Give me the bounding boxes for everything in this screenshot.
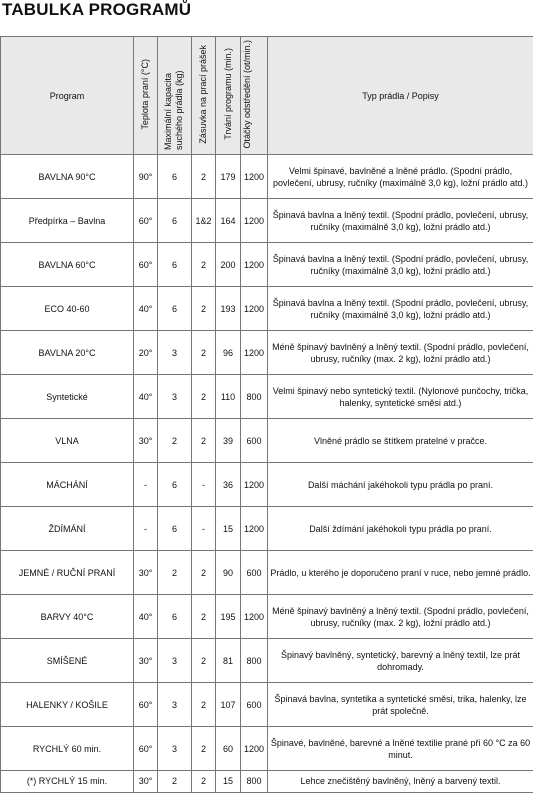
- cell-spin: 1200: [241, 463, 268, 507]
- cell-temp: 30°: [134, 419, 158, 463]
- cell-spin: 1200: [241, 595, 268, 639]
- table-row: [1, 155, 533, 199]
- cell-temp: 60°: [134, 727, 158, 771]
- cell-temp: -: [134, 507, 158, 551]
- cell-drawer: 2: [192, 375, 216, 419]
- page-title: TABULKA PROGRAMŮ: [2, 0, 192, 19]
- cell-description: Méně špinavý bavlněný a lněný textil. (Spodní prádlo, povlečení, ubrusy, ručníky (max. 2 kg), ložní prádlo atd.): [268, 595, 533, 639]
- cell-program: BAVLNA 60°C: [1, 243, 134, 287]
- cell-temp: 90°: [134, 155, 158, 199]
- cell-capacity: 6: [158, 507, 192, 551]
- cell-drawer: 2: [192, 155, 216, 199]
- cell-spin: 1200: [241, 331, 268, 375]
- cell-duration: 96: [216, 331, 241, 375]
- header-duration: Trvání programu (min.): [216, 37, 241, 155]
- cell-spin: 1200: [241, 155, 268, 199]
- cell-capacity: 6: [158, 155, 192, 199]
- cell-temp: 40°: [134, 595, 158, 639]
- table-row: [1, 463, 533, 507]
- cell-temp: 40°: [134, 287, 158, 331]
- cell-temp: 20°: [134, 331, 158, 375]
- cell-duration: 39: [216, 419, 241, 463]
- cell-duration: 107: [216, 683, 241, 727]
- cell-capacity: 6: [158, 199, 192, 243]
- cell-description: Špinavá bavlna a lněný textil. (Spodní prádlo, povlečení, ubrusy, ručníky (maximálně 3,0 kg), ložní prádlo atd.): [268, 243, 533, 287]
- table-row: [1, 419, 533, 463]
- cell-duration: 90: [216, 551, 241, 595]
- cell-capacity: 3: [158, 639, 192, 683]
- table-row: [1, 507, 533, 551]
- cell-program: SMÍŠENÉ: [1, 639, 134, 683]
- cell-capacity: 3: [158, 375, 192, 419]
- cell-duration: 193: [216, 287, 241, 331]
- cell-capacity: 2: [158, 771, 192, 793]
- program-table: [0, 36, 533, 793]
- header-temp: Teplota praní (°C): [134, 37, 158, 155]
- cell-description: Špinavá bavlna a lněný textil. (Spodní prádlo, povlečení, ubrusy, ručníky (maximálně 3,0 kg), ložní prádlo atd.): [268, 199, 533, 243]
- table-row: [1, 595, 533, 639]
- cell-drawer: 2: [192, 243, 216, 287]
- cell-drawer: 2: [192, 771, 216, 793]
- table-row: [1, 771, 533, 793]
- cell-drawer: 2: [192, 287, 216, 331]
- cell-duration: 15: [216, 771, 241, 793]
- cell-program: BARVY 40°C: [1, 595, 134, 639]
- cell-duration: 81: [216, 639, 241, 683]
- cell-capacity: 3: [158, 683, 192, 727]
- cell-temp: 30°: [134, 639, 158, 683]
- cell-duration: 15: [216, 507, 241, 551]
- cell-description: Špinavé, bavlněné, barevné a lněné textilie prané při 60 °C za 60 minut.: [268, 727, 533, 771]
- cell-temp: 30°: [134, 551, 158, 595]
- cell-capacity: 6: [158, 595, 192, 639]
- cell-program: ECO 40-60: [1, 287, 134, 331]
- cell-duration: 60: [216, 727, 241, 771]
- header-drawer: Zásuvka na prací prášek: [192, 37, 216, 155]
- cell-spin: 800: [241, 375, 268, 419]
- cell-description: Špinavá bavlna a lněný textil. (Spodní prádlo, povlečení, ubrusy, ručníky (maximálně 3,0 kg), ložní prádlo atd.): [268, 287, 533, 331]
- cell-description: Velmi špinavé, bavlněné a lněné prádlo. (Spodní prádlo, povlečení, ubrusy, ručníky (maximálně 3,0 kg), ložní prádlo atd.): [268, 155, 533, 199]
- cell-program: BAVLNA 20°C: [1, 331, 134, 375]
- cell-spin: 1200: [241, 287, 268, 331]
- cell-drawer: 2: [192, 331, 216, 375]
- cell-duration: 110: [216, 375, 241, 419]
- table-row: [1, 551, 533, 595]
- cell-description: Méně špinavý bavlněný a lněný textil. (Spodní prádlo, povlečení, ubrusy, ručníky (max. 2 kg), ložní prádlo atd.): [268, 331, 533, 375]
- table-row: [1, 243, 533, 287]
- cell-temp: 60°: [134, 199, 158, 243]
- cell-temp: 60°: [134, 683, 158, 727]
- cell-duration: 200: [216, 243, 241, 287]
- cell-description: Lehce znečištěný bavlněný, lněný a barvený textil.: [268, 771, 533, 793]
- header-desc: Typ prádla / Popisy: [268, 37, 533, 155]
- cell-program: BAVLNA 90°C: [1, 155, 134, 199]
- cell-capacity: 2: [158, 551, 192, 595]
- cell-program: Předpírka – Bavlna: [1, 199, 134, 243]
- cell-temp: 40°: [134, 375, 158, 419]
- cell-capacity: 2: [158, 419, 192, 463]
- header-row: [1, 37, 533, 155]
- cell-drawer: 2: [192, 639, 216, 683]
- cell-program: Syntetické: [1, 375, 134, 419]
- cell-drawer: 2: [192, 551, 216, 595]
- cell-capacity: 3: [158, 331, 192, 375]
- cell-spin: 1200: [241, 243, 268, 287]
- cell-drawer: 2: [192, 419, 216, 463]
- cell-program: JEMNÉ / RUČNÍ PRANÍ: [1, 551, 134, 595]
- cell-drawer: 2: [192, 595, 216, 639]
- cell-description: Špinavá bavlna, syntetika a syntetické směsi, trika, halenky, lze prát společně.: [268, 683, 533, 727]
- cell-temp: 60°: [134, 243, 158, 287]
- cell-capacity: 3: [158, 727, 192, 771]
- cell-duration: 36: [216, 463, 241, 507]
- cell-spin: 600: [241, 551, 268, 595]
- cell-drawer: 2: [192, 727, 216, 771]
- cell-spin: 600: [241, 683, 268, 727]
- cell-program: RYCHLÝ 60 min.: [1, 727, 134, 771]
- cell-program: HALENKY / KOŠILE: [1, 683, 134, 727]
- cell-spin: 1200: [241, 507, 268, 551]
- header-spin: Otáčky odstředění (ot/min.): [241, 37, 268, 155]
- cell-program: VLNA: [1, 419, 134, 463]
- cell-spin: 800: [241, 639, 268, 683]
- cell-spin: 1200: [241, 199, 268, 243]
- table-row: [1, 639, 533, 683]
- cell-drawer: -: [192, 463, 216, 507]
- cell-description: Vlněné prádlo se štítkem pratelné v pračce.: [268, 419, 533, 463]
- cell-duration: 179: [216, 155, 241, 199]
- table-row: [1, 727, 533, 771]
- cell-drawer: -: [192, 507, 216, 551]
- cell-duration: 195: [216, 595, 241, 639]
- table-row: [1, 375, 533, 419]
- cell-drawer: 2: [192, 683, 216, 727]
- table-row: [1, 683, 533, 727]
- cell-drawer: 1&2: [192, 199, 216, 243]
- cell-spin: 800: [241, 771, 268, 793]
- cell-description: Velmi špinavý nebo syntetický textil. (Nylonové punčochy, trička, halenky, syntetické směsi atd.): [268, 375, 533, 419]
- cell-description: Prádlo, u kterého je doporučeno praní v ruce, nebo jemné prádlo.: [268, 551, 533, 595]
- header-program: Program: [1, 37, 134, 155]
- cell-duration: 164: [216, 199, 241, 243]
- cell-spin: 1200: [241, 727, 268, 771]
- cell-program: (*) RYCHLÝ 15 min.: [1, 771, 134, 793]
- cell-temp: 30°: [134, 771, 158, 793]
- cell-spin: 600: [241, 419, 268, 463]
- table-row: [1, 199, 533, 243]
- cell-capacity: 6: [158, 463, 192, 507]
- cell-description: Další máchání jakéhokoli typu prádla po praní.: [268, 463, 533, 507]
- cell-capacity: 6: [158, 243, 192, 287]
- cell-program: ŽDÍMÁNÍ: [1, 507, 134, 551]
- table-row: [1, 331, 533, 375]
- cell-description: Další ždímání jakéhokoli typu prádla po praní.: [268, 507, 533, 551]
- cell-capacity: 6: [158, 287, 192, 331]
- cell-description: Špinavý bavlněný, syntetický, barevný a lněný textil, lze prát dohromady.: [268, 639, 533, 683]
- cell-program: MÁCHÁNÍ: [1, 463, 134, 507]
- cell-temp: -: [134, 463, 158, 507]
- header-capacity: Maximální kapacita suchého prádla (kg): [158, 37, 192, 155]
- table-row: [1, 287, 533, 331]
